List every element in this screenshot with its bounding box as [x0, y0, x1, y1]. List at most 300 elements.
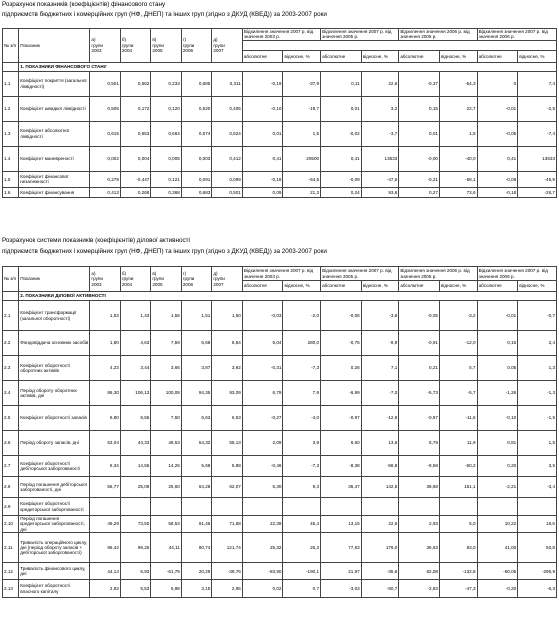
value-cell: 13633: [518, 146, 557, 171]
value-cell: -0,20: [477, 580, 518, 598]
table-row: [3, 533, 557, 563]
col-year-header: б) групи 2004: [120, 29, 150, 63]
value-cell: 3,15: [181, 580, 211, 598]
value-cell: -37,9: [283, 71, 321, 96]
value-cell: 0,562: [120, 71, 150, 96]
col-subheader: абсолютне: [242, 50, 283, 62]
value-cell: 22,7: [439, 96, 477, 121]
col-subheader: абсолютне: [477, 50, 518, 62]
value-cell: 14,26: [151, 456, 181, 477]
row-number: 2.1: [3, 301, 19, 331]
row-label: Коефіцієнт фінансування: [19, 187, 90, 197]
value-cell: 0,121: [151, 171, 181, 187]
value-cell: 0,002: [90, 146, 120, 171]
value-cell: [181, 498, 211, 516]
row-label: Тривалість операційного циклу, дні (період обороту запасів + дебіторської заборгованості): [19, 533, 90, 563]
col-year-header: а) групи 2003: [90, 29, 120, 63]
col-subheader: абсолютне: [399, 281, 440, 292]
row-number: 2.5: [3, 406, 19, 431]
table-row: [3, 456, 557, 477]
value-cell: 44,14: [90, 563, 120, 580]
row-label: Коефіцієнт оборотності дебіторської заборгованості: [19, 456, 90, 477]
col-subheader: абсолютне: [477, 281, 518, 292]
value-cell: -0,18: [477, 187, 518, 197]
col-year-header: в) групи 2005: [151, 29, 181, 63]
value-cell: -6,99: [321, 381, 362, 406]
value-cell: 58,53: [151, 516, 181, 533]
row-label: Коефіцієнт покриття (загальної ліквідності): [19, 71, 90, 96]
value-cell: [90, 498, 120, 516]
value-cell: 3,5: [518, 456, 557, 477]
value-cell: -0,10: [477, 406, 518, 431]
value-cell: 3,44: [120, 356, 150, 381]
value-cell: 14,55: [120, 456, 150, 477]
value-cell: -47,3: [439, 580, 477, 598]
value-cell: 0,7: [283, 580, 321, 598]
col-compare-header: Відхилення значення 2006 р. від значення 2005 р.: [399, 267, 477, 281]
value-cell: -8,58: [399, 456, 440, 477]
value-cell: 62,07: [212, 477, 242, 498]
value-cell: 13633: [361, 146, 399, 171]
col-subheader: абсолютне: [242, 281, 283, 292]
value-cell: -0,21: [399, 171, 440, 187]
row-label: Період обороту оборотних активів, дні: [19, 381, 90, 406]
value-cell: 16,6: [518, 516, 557, 533]
col-year-header: б) групи 2004: [120, 267, 150, 292]
value-cell: 6,63: [181, 406, 211, 431]
value-cell: [242, 498, 283, 516]
value-cell: -0,37: [399, 71, 440, 96]
value-cell: 0,81: [477, 431, 518, 456]
col-year-header: а) групи 2003: [90, 267, 120, 292]
value-cell: 0,21: [399, 356, 440, 381]
row-label: Період погашення кредиторської заборгованості, дні: [19, 516, 90, 533]
value-cell: 0,26: [321, 356, 362, 381]
row-label: Період обороту запасів, дні: [19, 431, 90, 456]
value-cell: 3,66: [151, 356, 181, 381]
value-cell: -0,10: [242, 96, 283, 121]
value-cell: 5,30: [242, 477, 283, 498]
value-cell: 5,7: [439, 356, 477, 381]
value-cell: 3,92: [212, 356, 242, 381]
value-cell: 11,9: [439, 431, 477, 456]
value-cell: 36,47: [321, 477, 362, 498]
col-subheader: відносне, %: [518, 50, 557, 62]
col-num-header: № з/п: [3, 267, 19, 292]
section-header: 2. ПОКАЗНИКИ ДІЛОВОЇ АКТИВНОСТІ: [19, 292, 557, 301]
table-row: [3, 356, 557, 381]
value-cell: 0,501: [212, 187, 242, 197]
value-cell: 8,55: [120, 406, 150, 431]
value-cell: 21,97: [321, 563, 362, 580]
table-row: [3, 171, 557, 187]
value-cell: -60,05: [477, 563, 518, 580]
value-cell: -0,447: [120, 171, 150, 187]
value-cell: 0,01: [321, 96, 362, 121]
row-label: Коефіцієнт оборотності запасів: [19, 406, 90, 431]
value-cell: 7,1: [361, 356, 399, 381]
row-label: Коефіцієнт фінансової незалежності: [19, 171, 90, 187]
value-cell: 93,09: [212, 381, 242, 406]
value-cell: 280,0: [283, 331, 321, 356]
row-number: 2.11: [3, 533, 19, 563]
value-cell: 151,1: [439, 477, 477, 498]
value-cell: 0,311: [212, 71, 242, 96]
value-cell: 41,00: [477, 533, 518, 563]
value-cell: 25,32: [242, 533, 283, 563]
value-cell: 25,60: [151, 477, 181, 498]
row-number: 2.12: [3, 563, 19, 580]
value-cell: -47,5: [361, 171, 399, 187]
value-cell: 5,79: [399, 431, 440, 456]
table2-subtitle: підприємств бюджетних і комерційних груп (НФ, ДНЕП) та інших груп (згідно з ДКУД (КВЕД)) за 2003-2007 роки: [2, 248, 327, 255]
value-cell: 13,6: [361, 431, 399, 456]
col-compare-header: Відхилення значення 2007 р. від значення 2003 р.: [242, 29, 320, 41]
value-cell: -3,7: [361, 121, 399, 146]
value-cell: 0,505: [90, 96, 120, 121]
value-cell: 6,79: [242, 381, 283, 406]
value-cell: -0,06: [321, 301, 362, 331]
value-cell: 0,004: [120, 146, 150, 171]
value-cell: [399, 498, 440, 516]
value-cell: 94,35: [181, 381, 211, 406]
row-number: 1.4: [3, 146, 19, 171]
row-label: Період погашення дебіторської заборгованості, дні: [19, 477, 90, 498]
row-number: 1.2: [3, 96, 19, 121]
value-cell: 3,2: [361, 96, 399, 121]
col-name-header: Показник: [19, 29, 90, 63]
col-subheader: відносне, %: [283, 281, 321, 292]
value-cell: 0,685: [181, 71, 211, 96]
value-cell: [120, 498, 150, 516]
value-cell: 0,279: [90, 171, 120, 187]
value-cell: -19,7: [283, 96, 321, 121]
value-cell: [212, 498, 242, 516]
value-cell: 22,39: [242, 516, 283, 533]
col-subheader: відносне, %: [439, 50, 477, 62]
value-cell: -50,7: [361, 580, 399, 598]
value-cell: 0,005: [151, 146, 181, 171]
row-label: Коефіцієнт оборотності кредиторської заборгованості: [19, 498, 90, 516]
table-row: [3, 187, 557, 197]
value-cell: 0,615: [90, 121, 120, 146]
value-cell: -9,9: [361, 331, 399, 356]
value-cell: -0,01: [477, 301, 518, 331]
value-cell: -1,3: [518, 381, 557, 406]
col-num-header: № з/п: [3, 29, 19, 63]
value-cell: 1,5: [439, 121, 477, 146]
table-row: [3, 406, 557, 431]
value-cell: -3,8: [361, 301, 399, 331]
table1-subtitle: підприємств бюджетних і комерційних груп (НФ, ДНЕП) та інших груп (згідно з ДКУД (КВЕД)) за 2003-2007 роки: [2, 11, 327, 18]
value-cell: -0,09: [321, 171, 362, 187]
value-cell: -3,4: [518, 477, 557, 498]
value-cell: -61,79: [151, 563, 181, 580]
value-cell: 7,9: [283, 381, 321, 406]
value-cell: 6,53: [212, 406, 242, 431]
col-subheader: відносне, %: [361, 50, 399, 62]
value-cell: 121,74: [212, 533, 242, 563]
row-label: Коефіцієнт оборотності власного капіталу: [19, 580, 90, 598]
value-cell: 7,50: [151, 406, 181, 431]
table-row: [3, 301, 557, 331]
value-cell: -2,5: [518, 96, 557, 121]
value-cell: 54,32: [181, 431, 211, 456]
row-label: Коефіцієнт абсолютної ліквідності: [19, 121, 90, 146]
value-cell: [439, 498, 477, 516]
value-cell: -7,4: [518, 121, 557, 146]
value-cell: 176,0: [361, 533, 399, 563]
value-cell: [321, 498, 362, 516]
table-row: [3, 121, 557, 146]
value-cell: -5,7: [439, 381, 477, 406]
value-cell: -0,31: [242, 356, 283, 381]
value-cell: 96,42: [90, 533, 120, 563]
value-cell: -0,18: [242, 171, 283, 187]
value-cell: -2,21: [477, 477, 518, 498]
col-year-header: г) групи 2006: [181, 29, 211, 63]
value-cell: -0,05: [477, 121, 518, 146]
value-cell: -8,38: [321, 456, 362, 477]
value-cell: 0,24: [321, 187, 362, 197]
value-cell: -35,6: [361, 563, 399, 580]
value-cell: 0,624: [212, 121, 242, 146]
table-row: [3, 563, 557, 580]
value-cell: 0,172: [120, 96, 150, 121]
value-cell: 20500: [283, 146, 321, 171]
value-cell: 2,93: [399, 516, 440, 533]
value-cell: 6,93: [120, 563, 150, 580]
value-cell: 5,68: [181, 456, 211, 477]
value-cell: -5,73: [399, 381, 440, 406]
row-label: Коефіцієнт оборотності оборотних активів: [19, 356, 90, 381]
value-cell: 6,34: [90, 456, 120, 477]
value-cell: 22,6: [361, 71, 399, 96]
value-cell: 44,33: [120, 431, 150, 456]
value-cell: -3,2: [439, 301, 477, 331]
value-cell: 1,56: [151, 301, 181, 331]
value-cell: 53,04: [90, 431, 120, 456]
value-cell: 5,04: [242, 331, 283, 356]
value-cell: 7,4: [518, 71, 557, 96]
value-cell: -7,0: [361, 381, 399, 406]
value-cell: 6,84: [212, 331, 242, 356]
value-cell: -2,0: [283, 301, 321, 331]
value-cell: 0,41: [477, 146, 518, 171]
value-cell: 2,95: [212, 580, 242, 598]
row-number: 2.8: [3, 477, 19, 498]
value-cell: -1,5: [518, 406, 557, 431]
table-row: [3, 431, 557, 456]
value-cell: 86,30: [90, 381, 120, 406]
value-cell: 82,08: [399, 563, 440, 580]
row-label: Коефіцієнт трансформації (загальної оборотності): [19, 301, 90, 331]
col-year-header: г) групи 2006: [181, 267, 211, 292]
row-number: 1.1: [3, 71, 19, 96]
table-row: [3, 71, 557, 96]
value-cell: 1,51: [181, 301, 211, 331]
value-cell: -4,0: [283, 406, 321, 431]
value-cell: 71,68: [212, 516, 242, 533]
value-cell: -0,97: [321, 406, 362, 431]
value-cell: 5,98: [151, 580, 181, 598]
value-cell: 0,674: [181, 121, 211, 146]
table-row: [3, 516, 557, 533]
value-cell: 22,5: [361, 516, 399, 533]
value-cell: -40,0: [439, 146, 477, 171]
value-cell: -0,87: [399, 406, 440, 431]
value-cell: 0,405: [212, 96, 242, 121]
table-row: [3, 477, 557, 498]
row-number: 2.7: [3, 456, 19, 477]
col-compare-header: Відхилення значення 2007 р. від значення 2005 р.: [321, 29, 399, 41]
value-cell: 1,5: [283, 121, 321, 146]
value-cell: 50,8: [518, 533, 557, 563]
value-cell: 13,15: [321, 516, 362, 533]
value-cell: 1,50: [212, 301, 242, 331]
value-cell: -26,7: [518, 187, 557, 197]
value-cell: -3,03: [321, 580, 362, 598]
value-cell: -0,08: [477, 171, 518, 187]
value-cell: 7,59: [151, 331, 181, 356]
value-cell: 0,520: [181, 96, 211, 121]
row-number: 2.3: [3, 356, 19, 381]
value-cell: 0,099: [212, 171, 242, 187]
value-cell: 0,41: [242, 146, 283, 171]
value-cell: -1,26: [477, 381, 518, 406]
value-cell: 25,09: [120, 477, 150, 498]
value-cell: -7,3: [283, 356, 321, 381]
value-cell: -0,05: [399, 301, 440, 331]
value-cell: [283, 498, 321, 516]
value-cell: 0,003: [181, 146, 211, 171]
value-cell: 0,683: [181, 187, 211, 197]
value-cell: 56,77: [90, 477, 120, 498]
row-number: 2.2: [3, 331, 19, 356]
col-compare-header: Відхилення значення 2007 р. від значення 2003 р.: [242, 267, 320, 281]
value-cell: 38,68: [399, 477, 440, 498]
value-cell: 0: [477, 71, 518, 96]
value-cell: -0,19: [242, 71, 283, 96]
value-cell: -7,3: [283, 456, 321, 477]
col-subheader: абсолютне: [321, 281, 362, 292]
value-cell: 2,09: [242, 431, 283, 456]
value-cell: 36,63: [399, 533, 440, 563]
value-cell: 61,46: [181, 516, 211, 533]
value-cell: 0,01: [242, 121, 283, 146]
col-subheader: абсолютне: [321, 50, 362, 62]
value-cell: 100,08: [151, 381, 181, 406]
table-row: [3, 381, 557, 406]
value-cell: 0,20: [477, 456, 518, 477]
value-cell: -12,9: [361, 406, 399, 431]
value-cell: 2,4: [518, 331, 557, 356]
value-cell: 5,88: [212, 456, 242, 477]
value-cell: 0,05: [477, 356, 518, 381]
value-cell: 3,87: [181, 356, 211, 381]
value-cell: -295,9: [518, 563, 557, 580]
value-cell: [151, 498, 181, 516]
row-label: Коефіцієнт швидкої ліквідності: [19, 96, 90, 121]
value-cell: -0,7: [518, 301, 557, 331]
row-label: Тривалість фінансового циклу, дні: [19, 563, 90, 580]
value-cell: 0,11: [321, 71, 362, 96]
col-subheader: відносне, %: [283, 50, 321, 62]
row-label: Фондовіддача основних засобів: [19, 331, 90, 356]
value-cell: 0,268: [120, 187, 150, 197]
value-cell: -39,76: [212, 563, 242, 580]
value-cell: 2,93: [90, 580, 120, 598]
value-cell: -0,46: [242, 456, 283, 477]
col-year-header: д) групи 2007: [212, 29, 242, 63]
value-cell: 80,74: [181, 533, 211, 563]
value-cell: 48,53: [151, 431, 181, 456]
table-row: [3, 146, 557, 171]
value-cell: 0,27: [399, 187, 440, 197]
value-cell: 106,13: [120, 381, 150, 406]
value-cell: 45,4: [283, 516, 321, 533]
value-cell: -2,83: [399, 580, 440, 598]
col-year-header: в) групи 2005: [151, 267, 181, 292]
table-row: [3, 498, 557, 516]
value-cell: 10,22: [477, 516, 518, 533]
value-cell: 4,63: [120, 331, 150, 356]
value-cell: [518, 498, 557, 516]
value-cell: 1,80: [90, 331, 120, 356]
value-cell: 0,15: [399, 96, 440, 121]
value-cell: 64,28: [181, 477, 211, 498]
value-cell: 1,5: [518, 431, 557, 456]
value-cell: 0,02: [242, 580, 283, 598]
value-cell: 1,43: [120, 301, 150, 331]
value-cell: 6,60: [321, 431, 362, 456]
value-cell: 83,0: [439, 533, 477, 563]
value-cell: 0,664: [151, 121, 181, 146]
col-subheader: абсолютне: [399, 50, 440, 62]
value-cell: -0,01: [477, 96, 518, 121]
value-cell: 0,120: [151, 96, 181, 121]
value-cell: 0,01: [399, 121, 440, 146]
value-cell: 0,412: [212, 146, 242, 171]
col-compare-header: Відхилення значення 2006 р. від значення 2005 р.: [399, 29, 477, 41]
value-cell: 77,63: [321, 533, 362, 563]
value-cell: -58,1: [439, 171, 477, 187]
value-cell: -0,00: [399, 146, 440, 171]
table1-title: Розрахунок показників (коефіцієнтів) фінансового стану: [2, 1, 166, 8]
value-cell: -0,02: [321, 121, 362, 146]
row-number: 2.6: [3, 431, 19, 456]
value-cell: -0,75: [321, 331, 362, 356]
value-cell: 93,6: [361, 187, 399, 197]
col-subheader: відносне, %: [518, 281, 557, 292]
value-cell: -60,2: [439, 456, 477, 477]
value-cell: 44,11: [151, 533, 181, 563]
value-cell: 5,53: [120, 580, 150, 598]
value-cell: 73,6: [439, 187, 477, 197]
value-cell: 99,25: [120, 533, 150, 563]
value-cell: 26,3: [283, 533, 321, 563]
value-cell: 1,3: [518, 356, 557, 381]
value-cell: [361, 498, 399, 516]
value-cell: -6,3: [518, 580, 557, 598]
value-cell: 4,23: [90, 356, 120, 381]
value-cell: -0,27: [242, 406, 283, 431]
value-cell: -54,3: [439, 71, 477, 96]
table-row: [3, 331, 557, 356]
value-cell: 20,29: [181, 563, 211, 580]
value-cell: -0,03: [242, 301, 283, 331]
col-compare-header: Відхилення значення 2007 р. від значення 2006 р.: [477, 29, 556, 41]
